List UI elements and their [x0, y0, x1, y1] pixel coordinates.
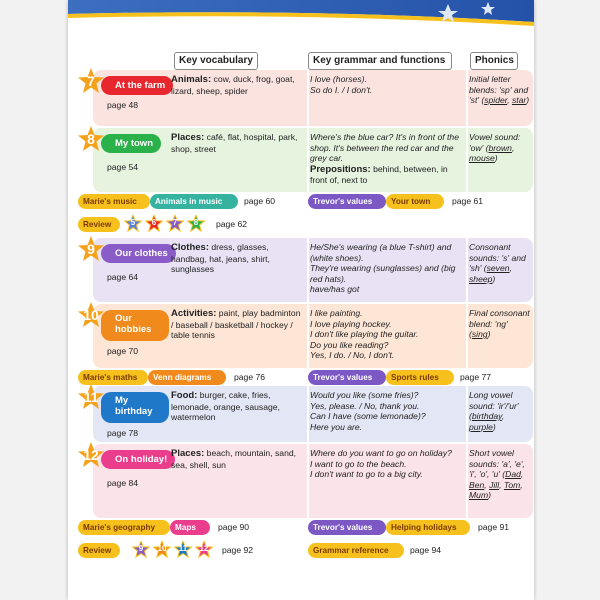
column-divider	[466, 444, 468, 518]
review-star-number: 12	[199, 544, 209, 553]
header-phonics: Phonics	[470, 52, 518, 70]
phonics-text: Vowel sound: 'ow' (brown, mouse)	[469, 132, 521, 163]
unit-number: 12	[83, 447, 99, 463]
review-star-12[interactable]	[195, 541, 213, 559]
your-town-pill[interactable]: Your town	[386, 194, 444, 209]
header-key-vocabulary: Key vocabulary	[174, 52, 258, 70]
review-star-8[interactable]	[187, 215, 205, 233]
review-star-number: 5	[130, 218, 136, 227]
review-star-7[interactable]	[166, 215, 184, 233]
column-divider	[307, 70, 309, 126]
grammar-heading-2: Prepositions:	[310, 163, 371, 175]
unit-number: 10	[83, 307, 99, 323]
maps-pill[interactable]: Maps	[170, 520, 210, 535]
animals-in-music-pill[interactable]: Animals in music	[150, 194, 238, 209]
vocab-heading: Food:	[171, 390, 198, 401]
vocab-text: cow, duck, frog, goat, lizard, sheep, spider	[171, 74, 295, 96]
grammar-text: Where's the blue car? It's in front of the shop. It's between the red car and the grey car.	[310, 132, 459, 163]
review-star-11[interactable]	[174, 541, 192, 559]
phonics-text: Long vowel sound: 'ir'/'ur' (birthday, purple)	[469, 390, 519, 432]
unit-row-12	[83, 444, 533, 518]
phonics-cell	[469, 132, 531, 164]
unit-row-8	[87, 128, 533, 192]
vocab-cell	[171, 242, 301, 275]
values1-page: page 61	[452, 196, 484, 206]
unit-number: 8	[87, 131, 95, 147]
grammar-cell	[310, 308, 460, 361]
grammar-text: Where do you want to go on holiday? I want to go to the beach. I don't want to go to a big city.	[310, 448, 452, 479]
grammar-text-2: behind, between, in front of, next to	[310, 163, 448, 185]
phonics-text: Final consonant blend: 'ng' (sing)	[469, 308, 530, 339]
column-divider	[307, 238, 309, 302]
column-divider	[466, 238, 468, 302]
review-star-10[interactable]	[153, 541, 171, 559]
unit-title[interactable]: At the farm	[101, 76, 173, 95]
unit-row-10	[83, 304, 533, 368]
phonics-cell	[469, 242, 531, 284]
vocab-cell	[171, 74, 301, 96]
unit-title[interactable]: Our hobbies	[101, 310, 169, 341]
grammar-text: I love (horses). So do I. / I don't.	[310, 74, 373, 95]
vocab-heading: Activities:	[171, 308, 217, 319]
phonics-cell	[469, 448, 531, 501]
review1-page: page 62	[216, 219, 248, 229]
review2-page: page 92	[222, 545, 254, 555]
grammar-reference-pill[interactable]: Grammar reference	[308, 543, 404, 558]
grammar-text: Would you like (some fries)? Yes, please. / No, thank you. Can I have (some lemonade)? Here you are.	[310, 390, 426, 432]
column-divider	[307, 128, 309, 192]
vocab-text: paint, play badminton / baseball / basketball / hockey / table tennis	[171, 308, 301, 340]
grammar-cell	[310, 132, 460, 186]
trevors-values-pill-2[interactable]: Trevor's values	[308, 370, 386, 385]
phonics-text: Initial letter blends: 'sp' and 'st' (spider, star)	[469, 74, 530, 105]
values3-page: page 91	[478, 522, 510, 532]
vocab-cell	[171, 448, 301, 470]
unit-title[interactable]: Our clothes	[101, 244, 176, 263]
maries-maths-pill[interactable]: Marie's maths	[78, 370, 148, 385]
helping-holidays-pill[interactable]: Helping holidays	[386, 520, 470, 535]
vocab-heading: Places:	[171, 132, 205, 143]
review-star-number: 7	[172, 218, 178, 227]
unit-page: page 54	[107, 162, 139, 172]
unit-number: 11	[83, 389, 99, 405]
grammar-reference-page: page 94	[410, 545, 442, 555]
vocab-heading: Clothes:	[171, 242, 209, 253]
vocab-cell	[171, 390, 301, 423]
vocab-heading: Animals:	[171, 74, 212, 85]
column-divider	[307, 444, 309, 518]
grammar-cell	[310, 74, 460, 95]
grammar-cell	[310, 448, 460, 480]
unit-title[interactable]: On holiday!	[101, 450, 175, 469]
column-divider	[307, 304, 309, 368]
review-star-number: 11	[178, 544, 188, 553]
unit-page: page 70	[107, 346, 139, 356]
grammar-cell	[310, 242, 460, 295]
vocab-text: burger, cake, fries, lemonade, orange, sausage, watermelon	[171, 390, 280, 422]
maries-music-pill[interactable]: Marie's music	[78, 194, 150, 209]
column-divider	[466, 304, 468, 368]
review-star-5[interactable]	[124, 215, 142, 233]
unit-row-9	[87, 238, 533, 302]
values2-page: page 77	[460, 372, 492, 382]
review-star-number: 10	[157, 544, 167, 553]
phonics-cell	[469, 308, 531, 340]
unit-page: page 48	[107, 100, 139, 110]
grammar-cell	[310, 390, 460, 432]
unit-row-7	[87, 70, 533, 126]
phonics-cell	[469, 390, 531, 432]
review-pill-1[interactable]: Review	[78, 217, 120, 232]
vocab-text: dress, glasses, handbag, hat, jeans, shirt, sunglasses	[171, 242, 270, 274]
review-star-6[interactable]	[145, 215, 163, 233]
unit-number: 9	[87, 241, 95, 257]
review-pill-2[interactable]: Review	[78, 543, 120, 558]
unit-title[interactable]: My birthday	[101, 392, 169, 423]
sports-rules-pill[interactable]: Sports rules	[386, 370, 454, 385]
phonics-text: Short vowel sounds: 'a', 'e', 'i', 'o', 'u' (Dad, Ben, Jill, Tom, Mum)	[469, 448, 525, 500]
vocab-heading: Places:	[171, 448, 205, 459]
column-divider	[307, 386, 309, 442]
unit-page: page 78	[107, 428, 139, 438]
unit-title[interactable]: My town	[101, 134, 161, 153]
header-key-grammar: Key grammar and functions	[308, 52, 452, 70]
venn-diagrams-pill[interactable]: Venn diagrams	[148, 370, 226, 385]
maths-page: page 76	[234, 372, 266, 382]
vocab-cell	[171, 308, 301, 341]
column-divider	[466, 128, 468, 192]
phonics-cell	[469, 74, 531, 106]
vocab-text: café, flat, hospital, park, shop, street	[171, 132, 298, 154]
unit-page: page 64	[107, 272, 139, 282]
phonics-text: Consonant sounds: 's' and 'sh' (seven, sheep)	[469, 242, 526, 284]
review-star-number: 8	[193, 218, 199, 227]
maries-geography-pill[interactable]: Marie's geography	[78, 520, 170, 535]
trevors-values-pill-3[interactable]: Trevor's values	[308, 520, 386, 535]
review-star-9[interactable]	[132, 541, 150, 559]
geo-page: page 90	[218, 522, 250, 532]
review-star-number: 9	[138, 544, 144, 553]
column-divider	[466, 386, 468, 442]
review-star-number: 6	[151, 218, 157, 227]
unit-number: 7	[87, 73, 95, 89]
contents-page	[68, 0, 534, 600]
trevors-values-pill[interactable]: Trevor's values	[308, 194, 386, 209]
unit-page: page 84	[107, 478, 139, 488]
grammar-text: He/She's wearing (a blue T-shirt) and (white shoes). They're wearing (sunglasses) and (big red hats). have/has got	[310, 242, 456, 294]
vocab-cell	[171, 132, 301, 154]
top-banner	[68, 0, 534, 30]
vocab-text: beach, mountain, sand, sea, shell, sun	[171, 448, 297, 470]
music-page: page 60	[244, 196, 276, 206]
grammar-text: I like painting. I love playing hockey. I don't like playing the guitar. Do you like reading? Yes, I do. / No, I don't.	[310, 308, 419, 360]
unit-row-11	[83, 386, 533, 442]
column-divider	[466, 70, 468, 126]
